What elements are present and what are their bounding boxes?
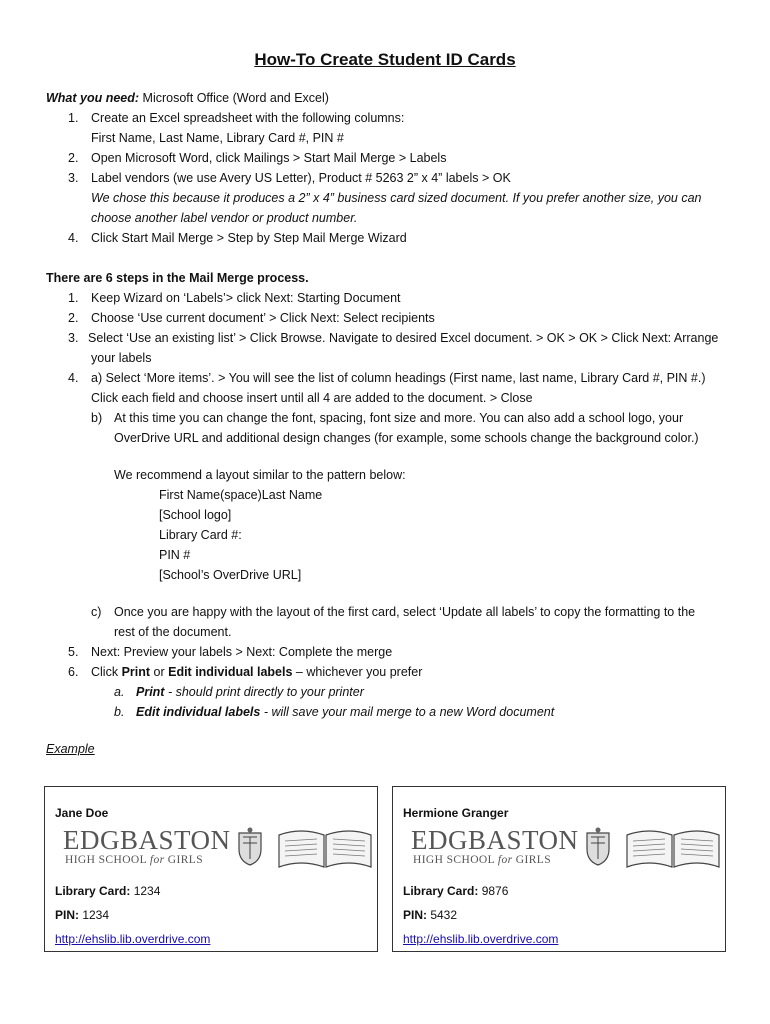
step-1-text: Keep Wizard on ‘Labels’> click Next: Starting Document (91, 291, 401, 305)
need-value: Microsoft Office (Word and Excel) (139, 91, 329, 105)
need-item-2-line1: Open Microsoft Word, click Mailings > Start Mail Merge > Labels (91, 151, 447, 165)
logo-sub-a: HIGH SCHOOL (65, 854, 150, 866)
step-2-num: 2. (68, 311, 79, 325)
step-6-post: – whichever you prefer (292, 665, 423, 679)
step-4-b2: OverDrive URL and additional design changes (for example, some schools change the background color.) (114, 431, 699, 445)
step-4-num: 4. (68, 371, 79, 385)
crest-icon (235, 827, 265, 867)
step-6-a-text (136, 682, 364, 702)
layout-line-4: PIN # (159, 548, 191, 562)
need-label: What you need: (46, 91, 140, 105)
layout-line-5: [School’s OverDrive URL] (159, 568, 302, 582)
card-2-library-card-value: 9876 (478, 884, 509, 898)
step-6-num: 6. (68, 665, 79, 679)
step-6-pre: Click (91, 665, 122, 679)
open-book-icon (623, 825, 723, 871)
crest-icon (583, 827, 613, 867)
open-book-icon (275, 825, 375, 871)
logo-sub-a: HIGH SCHOOL (413, 854, 498, 866)
step-4-c2: rest of the document. (114, 625, 232, 639)
logo-subtitle (65, 853, 203, 867)
logo-title: EDGBASTON (411, 825, 579, 855)
card-1-library-card (55, 881, 160, 901)
step-6-b-desc: - will save your mail merge to a new Word document (260, 705, 555, 719)
step-6-text (91, 662, 422, 682)
need-item-3-num: 3. (68, 171, 79, 185)
card-2-url-link[interactable]: http://ehslib.lib.overdrive.com (403, 932, 559, 946)
step-6-print: Print (121, 665, 151, 679)
id-card-1-content (55, 795, 380, 945)
step-4-a1: a) Select ‘More items’. > You will see the list of column headings (First name, last name, Library Card #, PIN #.) (91, 371, 706, 385)
card-1-name: Jane Doe (55, 806, 109, 820)
id-card-1 (44, 786, 378, 952)
step-4-c1: Once you are happy with the layout of the first card, select ‘Update all labels’ to copy the formatting to the (114, 605, 696, 619)
step-5-text: Next: Preview your labels > Next: Complete the merge (91, 645, 393, 659)
step-6-a-bold: Print (136, 685, 165, 699)
step-6-b-text (136, 702, 554, 722)
school-logo (403, 825, 728, 873)
need-item-3-note2: choose another label vendor or product number. (91, 211, 358, 225)
need-item-3-line1: Label vendors (we use Avery US Letter), Product # 5263 2” x 4” labels > OK (91, 171, 511, 185)
card-1-pin-label: PIN: (55, 908, 79, 922)
step-6-a-label: a. (114, 685, 125, 699)
card-1-pin (55, 905, 109, 925)
step-4-b1: At this time you can change the font, spacing, font size and more. You can also add a school logo, your (114, 411, 684, 425)
card-1-library-card-label: Library Card: (55, 884, 131, 898)
step-2-text: Choose ‘Use current document’ > Click Next: Select recipients (91, 311, 435, 325)
step-3-line1: Select ‘Use an existing list’ > Click Browse. Navigate to desired Excel document. > OK > OK > Click Next: Arrange (88, 331, 719, 345)
step-3-num: 3. (68, 331, 79, 345)
need-item-3-note1: We chose this because it produces a 2” x 4” business card sized document. If you prefer another size, you can (91, 191, 702, 205)
step-6-b-label: b. (114, 705, 125, 719)
card-2-pin-label: PIN: (403, 908, 427, 922)
example-label: Example (46, 742, 95, 756)
card-2-library-card (403, 881, 508, 901)
card-1-library-card-value: 1234 (130, 884, 161, 898)
school-logo (55, 825, 380, 873)
need-item-1-line2: First Name, Last Name, Library Card #, PIN # (91, 131, 344, 145)
layout-line-1: First Name(space)Last Name (159, 488, 323, 502)
card-1-pin-value: 1234 (79, 908, 110, 922)
layout-line-3: Library Card #: (159, 528, 242, 542)
id-card-2-content (403, 795, 728, 945)
step-6-edit: Edit individual labels (168, 665, 293, 679)
step-4-c-label: c) (91, 605, 102, 619)
logo-sub-b: GIRLS (512, 854, 552, 866)
logo-sub-for: for (497, 854, 513, 866)
card-2-library-card-label: Library Card: (403, 884, 479, 898)
step-5-num: 5. (68, 645, 79, 659)
need-item-1-line1: Create an Excel spreadsheet with the following columns: (91, 111, 405, 125)
logo-subtitle (413, 853, 551, 867)
card-1-url-link[interactable]: http://ehslib.lib.overdrive.com (55, 932, 211, 946)
layout-line-2: [School logo] (159, 508, 232, 522)
step-3-line2: your labels (91, 351, 152, 365)
step-6-b-bold: Edit individual labels (136, 705, 261, 719)
card-2-pin (403, 905, 457, 925)
id-card-2 (392, 786, 726, 952)
card-2-name: Hermione Granger (403, 806, 509, 820)
steps-heading: There are 6 steps in the Mail Merge process. (46, 271, 309, 285)
card-2-pin-value: 5432 (427, 908, 458, 922)
page-title: How-To Create Student ID Cards (254, 50, 516, 69)
step-4-b-label: b) (91, 411, 103, 425)
need-item-4-num: 4. (68, 231, 79, 245)
logo-sub-for: for (149, 854, 165, 866)
need-line (46, 88, 329, 108)
need-item-1-num: 1. (68, 111, 79, 125)
step-4-a2: Click each field and choose insert until all 4 are added to the document. > Close (91, 391, 533, 405)
logo-title: EDGBASTON (63, 825, 231, 855)
need-item-4-line1: Click Start Mail Merge > Step by Step Mail Merge Wizard (91, 231, 407, 245)
recommend-text: We recommend a layout similar to the pattern below: (114, 468, 406, 482)
logo-sub-b: GIRLS (164, 854, 204, 866)
need-item-2-num: 2. (68, 151, 79, 165)
step-1-num: 1. (68, 291, 79, 305)
step-6-or: or (150, 665, 169, 679)
step-6-a-desc: - should print directly to your printer (164, 685, 364, 699)
